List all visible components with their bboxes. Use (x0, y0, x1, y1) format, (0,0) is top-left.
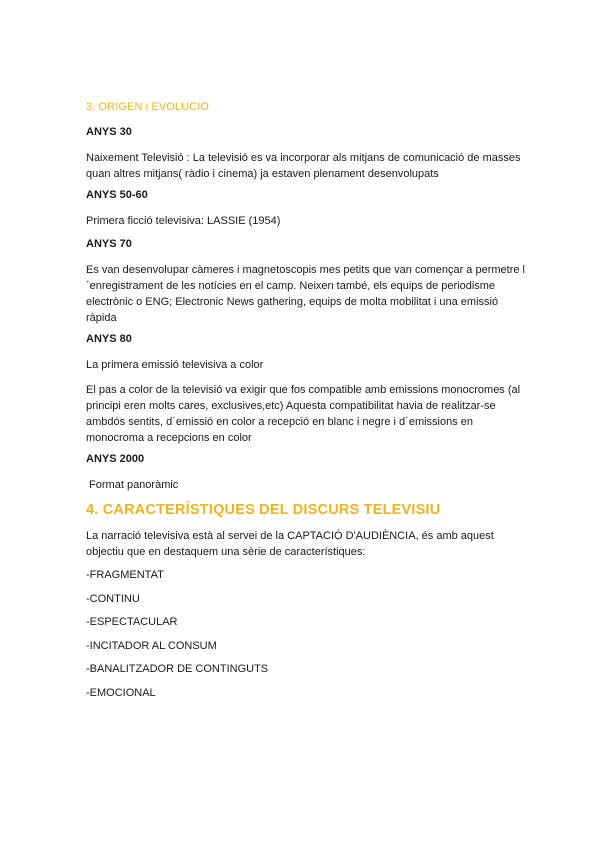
section-3-title: 3. ORIGEN i EVOLUCIÓ (86, 101, 210, 113)
era-anys-70 (86, 238, 526, 326)
characteristics-list (86, 567, 526, 701)
era-paragraph: Format panoràmic (86, 479, 179, 491)
list-item: -BANALITZADOR DE CONTINGUTS (86, 663, 269, 675)
era-anys-2000 (86, 453, 526, 493)
era-anys-50-60 (86, 189, 526, 229)
list-item: -INCITADOR AL CONSUM (86, 639, 217, 652)
era-paragraph: El pas a color de la televisió va exigir que fos compatible amb emissions monocromes (al principi eren molts cares, exclusives,etc) Aquesta compatibilitat havia de realitzar-se ambdós sentits, d´emissió en color a recepció en blanc i negre i d´emissions en monocroma a recepcions en color (86, 384, 521, 444)
document-page (86, 101, 526, 708)
list-item: -EMOCIONAL (86, 686, 156, 699)
era-paragraph: Naixement Televisió : La televisió es va incorporar als mitjans de comunicació de masses quan altres mitjans( ràdio i cinema) ja estaven plenament desenvolupats (86, 152, 521, 180)
era-label: ANYS 30 (86, 126, 132, 138)
era-label: ANYS 70 (86, 238, 132, 250)
era-paragraph: Es van desenvolupar càmeres i magnetoscopis mes petits que van començar a permetre l´enregistrament de les notícies en el camp. Neixen també, els equips de periodisme electrònic o ENG; Electronic News gathering, equips de molta mobilitat i una emissió ràpida (86, 264, 525, 324)
era-label: ANYS 2000 (86, 453, 145, 465)
era-label: ANYS 80 (86, 333, 132, 345)
era-paragraph: La primera emissió televisiva a color (86, 359, 264, 371)
era-anys-30 (86, 126, 526, 182)
list-item: -FRAGMENTAT (86, 569, 164, 581)
era-paragraph: Primera ficció televisiva: LASSIE (1954) (86, 215, 281, 227)
section-4-title: 4. CARACTERÍSTIQUES DEL DISCURS TELEVISIU (86, 502, 441, 518)
era-label: ANYS 50-60 (86, 189, 148, 201)
list-item: -CONTINU (86, 592, 140, 605)
section-4-intro: La narració televisiva està al servei de la CAPTACIÓ D'AUDIÈNCIA, és amb aquest objectiu que en destaquem una sèrie de característiques: (86, 530, 494, 558)
era-anys-80 (86, 333, 526, 446)
list-item: -ESPECTACULAR (86, 616, 178, 628)
